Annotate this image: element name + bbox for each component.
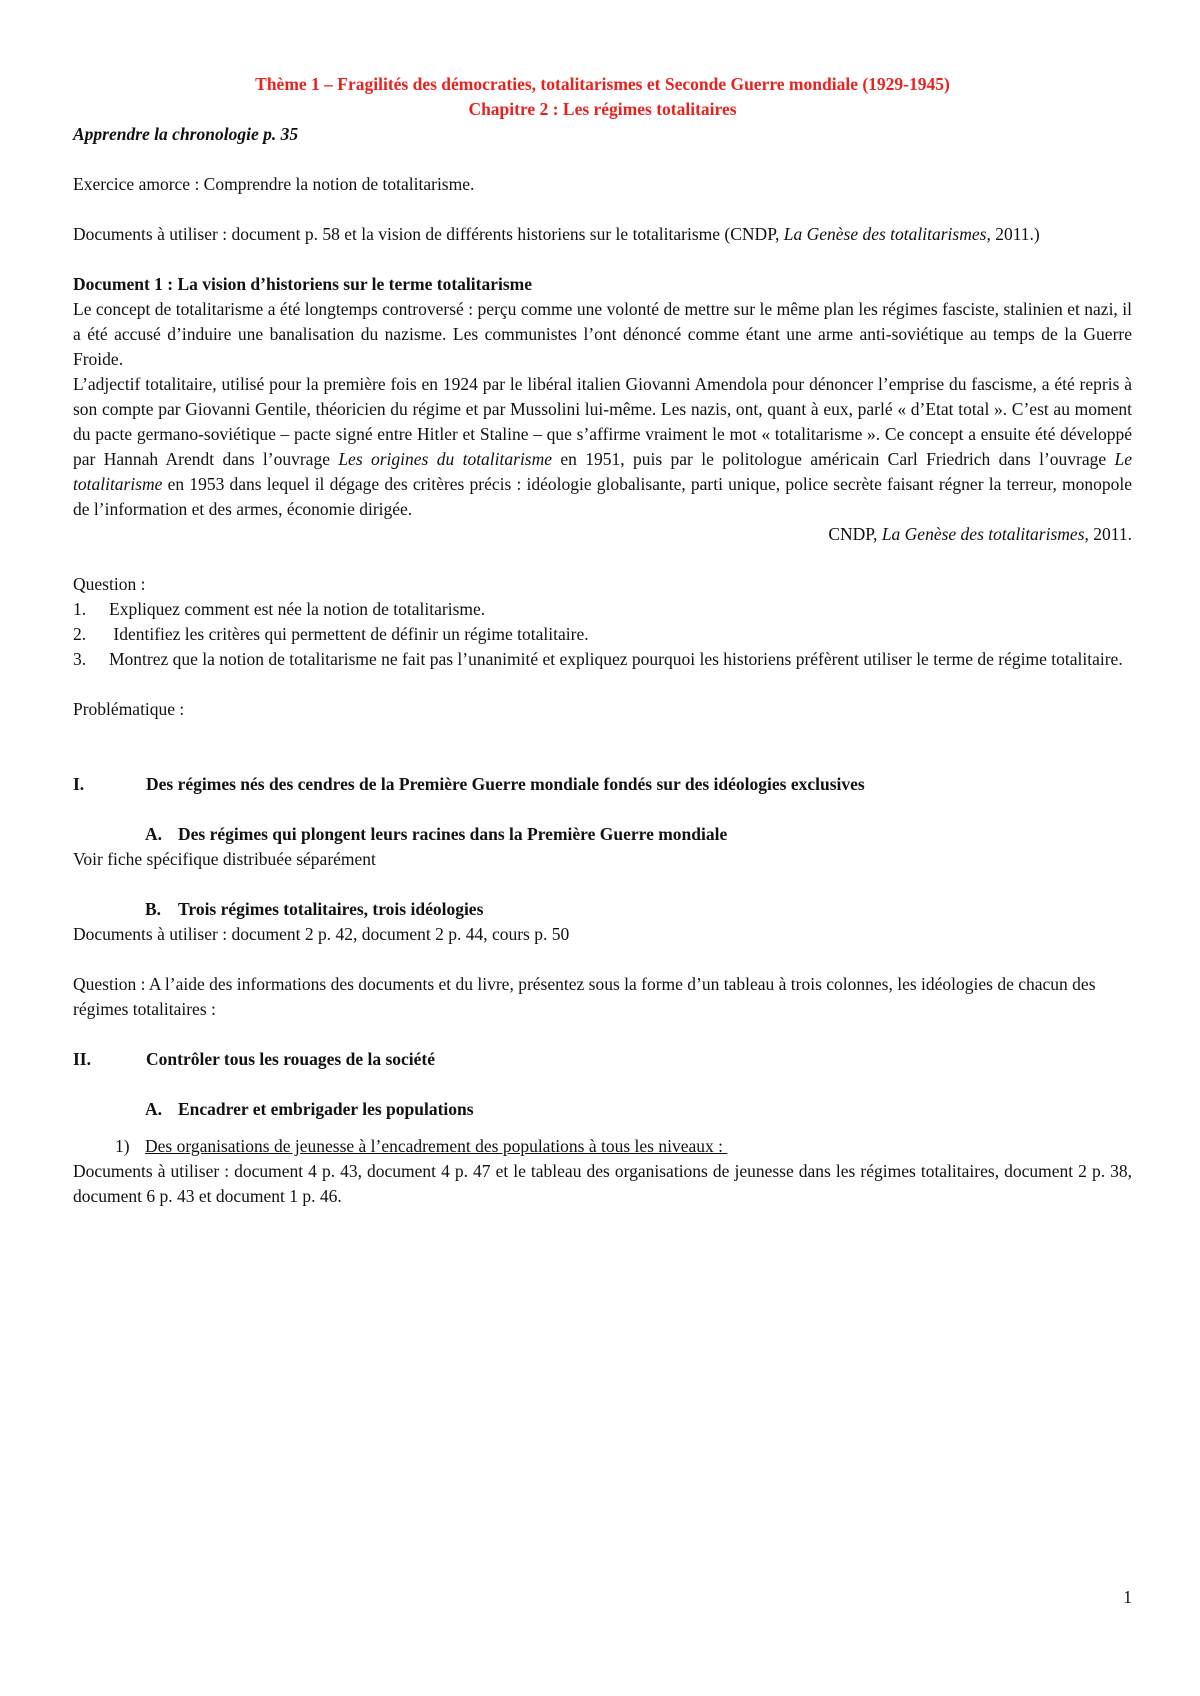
- questions-list: [73, 597, 1132, 672]
- documents-intro: Documents à utiliser : document p. 58 et la vision de différents historiens sur le totalitarisme (CNDP, La Genèse des totalitarismes, 2011.): [73, 224, 1040, 244]
- section-1a-heading: A. Des régimes qui plongent leurs racines dans la Première Guerre mondiale: [145, 824, 728, 844]
- book-title: Le totalitarisme: [73, 449, 1132, 494]
- section-2a-text: Documents à utiliser : document 4 p. 43, document 4 p. 47 et le tableau des organisations de jeunesse dans les régimes totalitaires, document 2 p. 38, document 6 p. 43 et document 1 p. 46.: [73, 1161, 1132, 1206]
- page-number: 1: [1123, 1587, 1132, 1607]
- section-2a-heading: A. Encadrer et embrigader les populations: [145, 1099, 474, 1119]
- section-2-heading: II. Contrôler tous les rouages de la société: [73, 1049, 436, 1069]
- question-item: 3. Montrez que la notion de totalitarisme ne fait pas l’unanimité et expliquez pourquoi les historiens préfèrent utiliser le terme de régime totalitaire.: [73, 649, 1123, 669]
- section-1-question: Question : A l’aide des informations des documents et du livre, présentez sous la forme d’un tableau à trois colonnes, les idéologies de chacun des régimes totalitaires :: [73, 974, 1096, 1019]
- chapter-heading: Chapitre 2 : Les régimes totalitaires: [468, 99, 737, 119]
- document1-source: CNDP, La Genèse des totalitarismes, 2011.: [828, 524, 1132, 544]
- document1-paragraph-1: Le concept de totalitarisme a été longtemps controversé : perçu comme une volonté de mettre sur le même plan les régimes fasciste, stalinien et nazi, il a été accusé d’induire une banalisation du nazisme. Les communistes l’ont dénoncé comme étant une arme anti-soviétique au temps de la Guerre Froide.: [73, 299, 1132, 369]
- source-title: La Genèse des totalitarismes: [881, 524, 1085, 544]
- document1-paragraph-2: L’adjectif totalitaire, utilisé pour la première fois en 1924 par le libéral italien Giovanni Amendola pour dénoncer l’emprise du fascisme, a été repris à son compte par Giovanni Gentile, théoricien du régime et par Mussolini lui-même. Les nazis, ont, quant à eux, parlé « d’Etat total ». C’est au moment du pacte germano-soviétique – pacte signé entre Hitler et Staline – que s’affirme vraiment le mot « totalitarisme ». Ce concept a ensuite été développé par Hannah Arendt dans l’ouvrage Les origines du totalitarisme en 1951, puis par le politologue américain Carl Friedrich dans l’ouvrage Le totalitarisme en 1953 dans lequel il dégage des critères précis : idéologie globalisante, parti unique, police secrète faisant régner la terreur, monopole de l’information et des armes, économie dirigée.: [73, 374, 1132, 519]
- chronology-instruction: Apprendre la chronologie p. 35: [73, 124, 299, 144]
- section-1b-text: Documents à utiliser : document 2 p. 42, document 2 p. 44, cours p. 50: [73, 924, 570, 944]
- questions-label: Question :: [73, 574, 146, 594]
- section-2a-item-1: 1) Des organisations de jeunesse à l’encadrement des populations à tous les niveaux :: [115, 1136, 728, 1156]
- section-1b-heading: B. Trois régimes totalitaires, trois idéologies: [145, 899, 484, 919]
- problematique-label: Problématique :: [73, 699, 185, 719]
- question-item: 1. Expliquez comment est née la notion de totalitarisme.: [73, 599, 486, 619]
- section-1-heading: I. Des régimes nés des cendres de la Première Guerre mondiale fondés sur des idéologies exclusives: [73, 774, 865, 794]
- book-title: La Genèse des totalitarismes: [783, 224, 987, 244]
- document1-title: Document 1 : La vision d’historiens sur le terme totalitarisme: [73, 274, 532, 294]
- book-title: Les origines du totalitarisme: [338, 449, 553, 469]
- question-item: 2. Identifiez les critères qui permettent de définir un régime totalitaire.: [73, 624, 589, 644]
- exercise-intro: Exercice amorce : Comprendre la notion de totalitarisme.: [73, 174, 475, 194]
- theme-heading: Thème 1 – Fragilités des démocraties, totalitarismes et Seconde Guerre mondiale (1929-1945): [255, 74, 950, 94]
- section-1a-text: Voir fiche spécifique distribuée séparément: [73, 849, 376, 869]
